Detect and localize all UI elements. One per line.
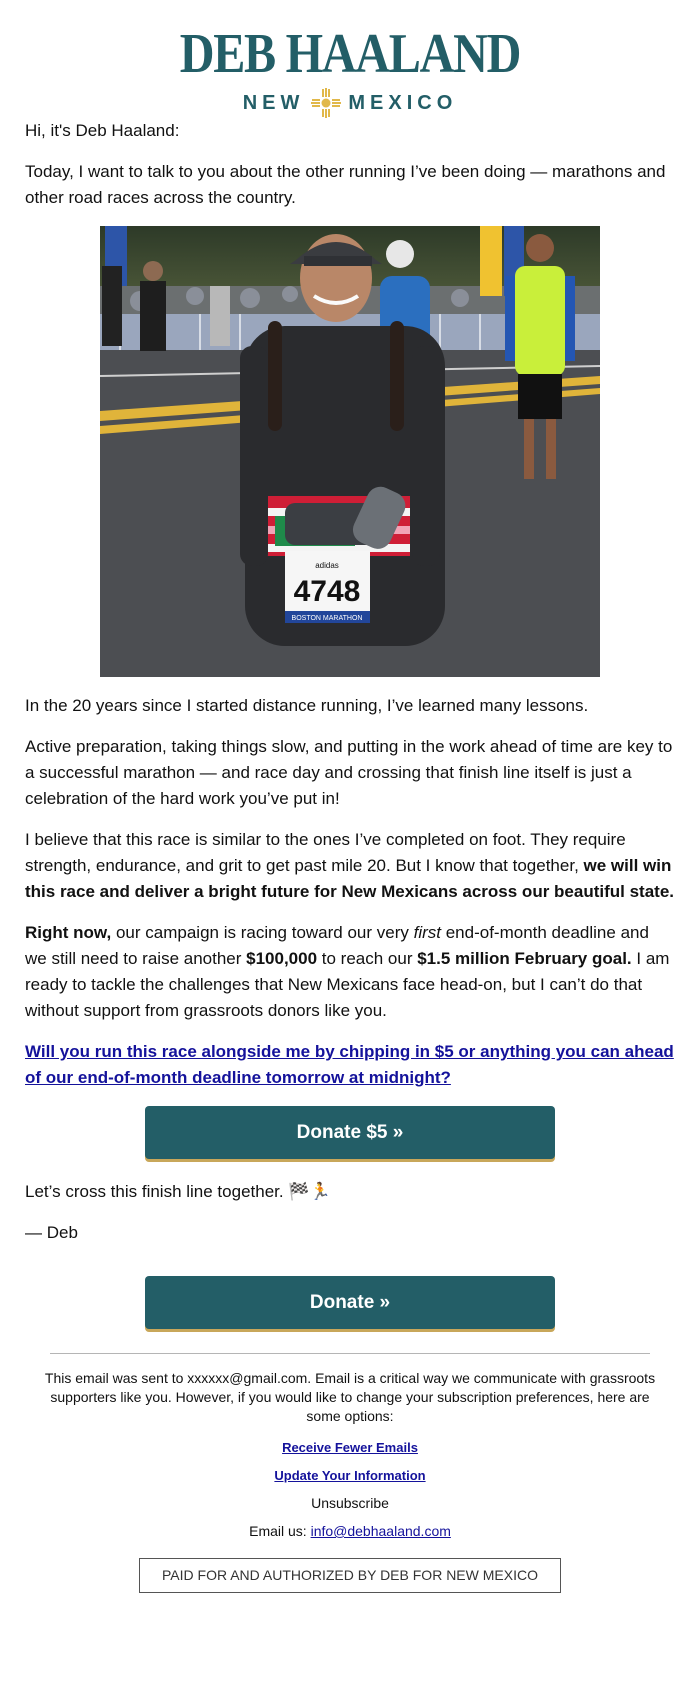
paragraph-3-bold: we will win this race and deliver a bright future for New Mexicans across our beautiful state. [25,856,675,901]
campaign-logo [25,0,675,118]
logo-subtitle [25,88,675,118]
donate-row [25,1276,675,1329]
closing-line: Let’s cross this finish line together. 🏁🏃 [25,1182,331,1201]
footer-email-line [25,1522,675,1541]
p4-bold-1: Right now, [25,923,112,942]
paragraph-4 [25,920,675,1024]
email-prefix: Email us: [249,1523,311,1539]
logo-name: DEB HAALAND [179,23,521,85]
p4-bold-2: $100,000 [246,949,318,968]
p4-italic: first [413,923,441,942]
footer-intro: This email was sent to xxxxxx@gmail.com. Email is a critical way we communicate with grassroots supporters like you. However, if you would like to change your subscription preferences, here are some options: [44,1370,656,1424]
logo-sub-left: NEW [242,91,305,114]
paragraph-3 [25,827,675,905]
marathon-photo-image [100,226,600,677]
email-footer [25,1369,675,1593]
zia-sun-icon [311,88,341,118]
bib-brand: adidas [315,561,339,570]
marathon-photo [100,226,600,677]
unsubscribe-link[interactable]: Unsubscribe [311,1495,389,1511]
p4-text-4: I am ready to tackle the challenges that New Mexicans face head-on, but I can’t do that without support from grassroots donors like you. [25,949,670,1020]
receive-fewer-emails-link[interactable]: Receive Fewer Emails [282,1440,418,1455]
cta-paragraph [25,1039,675,1091]
p4-text-3: to reach our [317,949,418,968]
bib-event: BOSTON MARATHON [291,615,363,622]
footer-divider [50,1353,650,1354]
p4-bold-3: $1.5 million February goal. [417,949,632,968]
donate-5-row [25,1106,675,1159]
paragraph-3-text: I believe that this race is similar to the ones I’ve completed on foot. They require strength, endurance, and grit to get past mile 20. But I know that together, [25,830,626,875]
paragraph-1: In the 20 years since I started distance running, I’ve learned many lessons. [25,696,589,715]
p4-text-2: end-of-month deadline and we still need to raise another [25,923,649,968]
bib-number: 4748 [293,575,361,608]
signoff: — Deb [25,1223,78,1242]
greeting: Hi, it's Deb Haaland: [25,121,180,140]
donate-button[interactable]: Donate » [145,1276,555,1329]
paid-for-disclaimer: PAID FOR AND AUTHORIZED BY DEB FOR NEW MEXICO [139,1558,561,1593]
donate-5-button[interactable]: Donate $5 » [145,1106,555,1159]
update-information-link[interactable]: Update Your Information [274,1468,426,1483]
paragraph-2: Active preparation, taking things slow, and putting in the work ahead of time are key to a successful marathon — and race day and crossing that finish line itself is just a celebration of the hard work you’ve put in! [25,737,673,808]
contact-email-link[interactable]: info@debhaaland.com [310,1523,451,1539]
p4-text-1: our campaign is racing toward our very [111,923,414,942]
logo-sub-right: MEXICO [348,91,458,114]
donate-ask-link[interactable]: Will you run this race alongside me by chipping in $5 or anything you can ahead of our end-of-month deadline tomorrow at midnight? [25,1042,674,1087]
intro-paragraph: Today, I want to talk to you about the other running I’ve been doing — marathons and other road races across the country. [25,162,666,207]
